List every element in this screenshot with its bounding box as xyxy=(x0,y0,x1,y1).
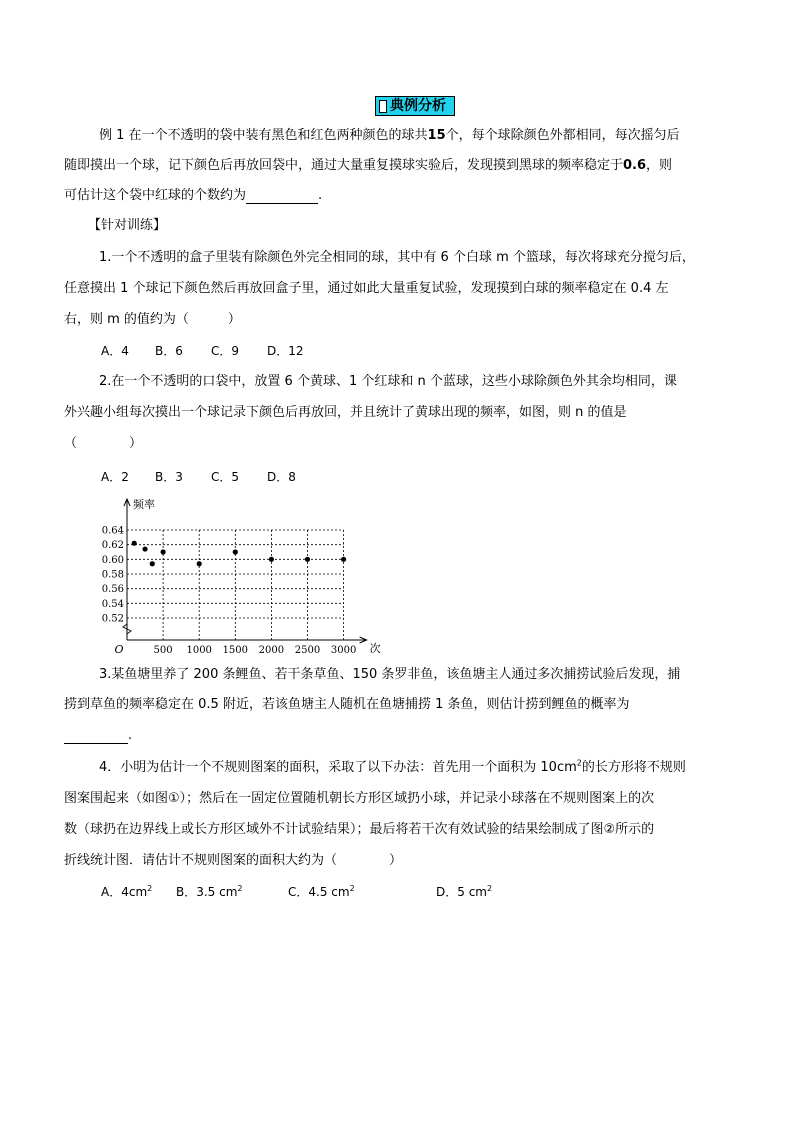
q4-option-b-text: B．3.5 cm xyxy=(176,885,238,899)
data-point xyxy=(305,557,310,562)
example1-text: 个，每个球除颜色外都相同，每次摇匀后 xyxy=(445,128,680,143)
example1-text: 可估计这个袋中红球的个数约为 xyxy=(64,188,247,203)
x-tick-label: 1500 xyxy=(222,645,249,656)
example1-text: ，则 xyxy=(646,158,673,173)
q2-line2: 外兴趣小组每次摸出一个球记录下颜色后再放回，并且统计了黄球出现的频率，如图，则 n 的值是 xyxy=(64,405,627,420)
q4-text: 4．小明为估计一个不规则图案的面积，采取了以下办法：首先用一个面积为 10cm xyxy=(99,760,577,775)
y-tick-label: 0.54 xyxy=(101,598,124,610)
x-tick-label: 2500 xyxy=(294,645,321,656)
q4-option-a[interactable] xyxy=(101,884,152,900)
q2-option-b[interactable]: B．3 xyxy=(155,470,183,484)
x-tick-label: 2000 xyxy=(258,645,285,656)
data-point xyxy=(197,561,202,566)
data-point xyxy=(161,549,166,554)
q4-superscript: 2 xyxy=(576,758,582,768)
data-point xyxy=(142,546,147,551)
q4-option-c-text: C．4.5 cm xyxy=(288,885,350,899)
training-heading: 【针对训练】 xyxy=(88,218,167,233)
q4-option-c[interactable] xyxy=(288,884,355,900)
y-tick-label: 0.58 xyxy=(101,569,124,581)
example1-text: 随即摸出一个球，记下颜色后再放回袋中，通过大量重复摸球实验后，发现摸到黑球的频率稳定于 xyxy=(64,158,624,173)
q4-line1 xyxy=(99,760,686,776)
q4-option-a-sup: 2 xyxy=(147,884,153,893)
x-tick-label: 500 xyxy=(153,645,173,656)
q1-option-c[interactable]: C．9 xyxy=(211,344,240,358)
data-point xyxy=(233,549,238,554)
answer-blank[interactable] xyxy=(64,729,128,744)
example1-text: 例 1 在一个不透明的袋中装有黑色和红色两种颜色的球共 xyxy=(99,128,428,143)
y-axis-label: 频率 xyxy=(133,498,155,511)
data-point xyxy=(341,557,346,562)
q4-option-b-sup: 2 xyxy=(237,884,243,893)
q4-option-d-sup: 2 xyxy=(486,884,493,893)
q2-option-d[interactable]: D．8 xyxy=(267,470,296,484)
q2-option-c[interactable]: C．5 xyxy=(211,470,240,484)
q3-line2: 捞到草鱼的频率稳定在 0.5 附近，若该鱼塘主人随机在鱼塘捕捞 1 条鱼，则估计捞到鲤鱼的概率为 xyxy=(64,697,630,712)
x-axis-label: 次 xyxy=(369,642,381,655)
data-point xyxy=(132,541,137,546)
q3-line1: 3.某鱼塘里养了 200 条鲤鱼、若干条草鱼、150 条罗非鱼，该鱼塘主人通过多次捕捞试验后发现，捕 xyxy=(99,667,681,682)
q4-line2: 图案围起来（如图①）；然后在一固定位置随机朝长方形区域扔小球，并记录小球落在不规则图案上的次 xyxy=(64,791,655,806)
q4-option-b[interactable] xyxy=(176,884,243,900)
q1-line2: 任意摸出 1 个球记下颜色然后再放回盒子里，通过如此大量重复试验，发现摸到白球的频率稳定在 0.4 左 xyxy=(64,281,669,296)
q1-option-b[interactable]: B．6 xyxy=(155,344,183,358)
y-tick-label: 0.64 xyxy=(101,525,124,537)
data-point xyxy=(269,557,274,562)
y-tick-label: 0.62 xyxy=(101,540,124,552)
answer-blank[interactable] xyxy=(246,189,318,204)
q4-option-d[interactable] xyxy=(436,884,492,900)
x-tick-label: 3000 xyxy=(330,645,357,656)
q3-line3 xyxy=(64,728,132,744)
origin-label: O xyxy=(114,643,124,656)
section-title-text: 典例分析 xyxy=(390,98,446,114)
q4-option-d-text: D．5 cm xyxy=(436,885,487,899)
q4-text: 的长方形将不规则 xyxy=(581,760,686,775)
example1-line2 xyxy=(64,158,672,174)
q4-line3: 数（球扔在边界线上或长方形区域外不计试验结果）；最后将若干次有效试验的结果绘制成了图②所示的 xyxy=(64,822,655,837)
q2-line3: （ ） xyxy=(64,436,143,451)
q4-option-a-text: A．4cm xyxy=(101,885,148,899)
q4-line4: 折线统计图．请估计不规则图案的面积大约为（ ） xyxy=(64,853,403,868)
q4-option-c-sup: 2 xyxy=(349,884,355,893)
q3-text: . xyxy=(128,728,133,743)
y-tick-label: 0.60 xyxy=(101,554,124,566)
frequency-chart xyxy=(90,494,390,656)
y-tick-label: 0.56 xyxy=(101,584,124,596)
example1-text: . xyxy=(318,188,323,203)
y-tick-label: 0.52 xyxy=(101,613,124,625)
x-tick-label: 1000 xyxy=(186,645,212,656)
example1-line3 xyxy=(64,188,322,204)
example1-line1 xyxy=(99,128,680,144)
example1-frequency: 0.6 xyxy=(623,158,647,173)
q1-line3: 右，则 m 的值约为（ ） xyxy=(64,312,241,327)
q1-line1: 1.一个不透明的盒子里装有除颜色外完全相同的球，其中有 6 个白球 m 个篮球，每次将球充分搅匀后， xyxy=(99,250,695,265)
q2-option-a[interactable]: A．2 xyxy=(101,470,129,484)
q1-option-a[interactable]: A．4 xyxy=(101,344,129,358)
example1-total-balls: 15 xyxy=(427,128,446,143)
q1-option-d[interactable]: D．12 xyxy=(267,344,304,358)
frequency-chart-svg xyxy=(90,494,390,656)
section-title xyxy=(375,96,455,116)
q2-line1: 2.在一个不透明的口袋中，放置 6 个黄球、1 个红球和 n 个蓝球，这些小球除颜色外其余均相同，课 xyxy=(99,374,677,389)
data-point xyxy=(150,561,155,566)
